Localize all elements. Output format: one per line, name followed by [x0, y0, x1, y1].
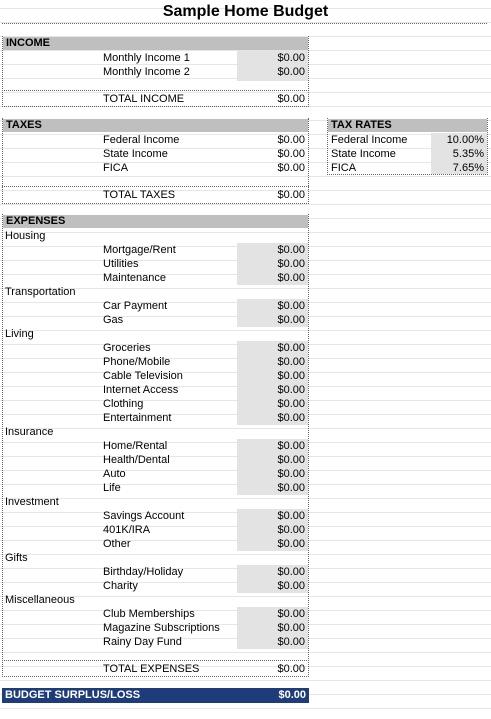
expense-value[interactable]: $0.00 — [277, 412, 305, 424]
expense-value[interactable]: $0.00 — [277, 244, 305, 256]
expense-value[interactable]: $0.00 — [277, 510, 305, 522]
group-gifts: Gifts — [5, 552, 28, 564]
income-total-label: TOTAL INCOME — [103, 93, 185, 105]
expense-value[interactable]: $0.00 — [277, 566, 305, 578]
expense-label: Savings Account — [103, 510, 185, 522]
expense-value[interactable]: $0.00 — [277, 314, 305, 326]
expense-value[interactable]: $0.00 — [277, 342, 305, 354]
expense-label: Clothing — [103, 398, 144, 410]
group-housing: Housing — [5, 230, 46, 242]
tax-value-1: $0.00 — [277, 134, 305, 146]
tax-rate-label-1: Federal Income — [331, 134, 408, 146]
expense-label: Internet Access — [103, 384, 179, 396]
expense-label: Entertainment — [103, 412, 172, 424]
title-divider — [2, 23, 487, 24]
expense-value[interactable]: $0.00 — [277, 580, 305, 592]
expense-value[interactable]: $0.00 — [277, 370, 305, 382]
expense-value[interactable]: $0.00 — [277, 300, 305, 312]
budget-summary-label: BUDGET SURPLUS/LOSS — [5, 689, 141, 701]
expense-label: Maintenance — [103, 272, 166, 284]
gridline — [0, 204, 491, 205]
gridline — [0, 680, 491, 681]
expense-label: Home/Rental — [103, 440, 168, 452]
tax-rate-value-2[interactable]: 5.35% — [452, 148, 484, 160]
tax-value-3: $0.00 — [277, 162, 305, 174]
expense-label: Cable Television — [103, 370, 183, 382]
expense-label: Car Payment — [103, 300, 168, 312]
expense-label: Phone/Mobile — [103, 356, 171, 368]
budget-summary-bar — [2, 688, 309, 703]
tax-label-3: FICA — [103, 162, 129, 174]
expense-label: Health/Dental — [103, 454, 170, 466]
expense-value[interactable]: $0.00 — [277, 538, 305, 550]
expense-label: Utilities — [103, 258, 139, 270]
expense-value[interactable]: $0.00 — [277, 398, 305, 410]
budget-summary-value: $0.00 — [278, 689, 306, 701]
expense-label: Mortgage/Rent — [103, 244, 176, 256]
gridline — [0, 708, 491, 709]
expenses-header: EXPENSES — [3, 215, 308, 228]
taxes-bottom-line — [2, 203, 309, 204]
expense-value[interactable]: $0.00 — [277, 272, 305, 284]
expense-label: Auto — [103, 468, 126, 480]
income-header: INCOME — [3, 37, 308, 50]
tax-rate-value-1[interactable]: 10.00% — [446, 134, 484, 146]
expense-value[interactable]: $0.00 — [277, 608, 305, 620]
expense-label: Rainy Day Fund — [103, 636, 182, 648]
expense-value[interactable]: $0.00 — [277, 454, 305, 466]
expense-label: Groceries — [103, 342, 151, 354]
expense-label: Charity — [103, 580, 138, 592]
taxes-header: TAXES — [3, 119, 308, 132]
expense-value[interactable]: $0.00 — [277, 356, 305, 368]
expenses-total-value: $0.00 — [277, 663, 305, 675]
expense-label: Other — [103, 538, 131, 550]
tax-rates-bottom-line — [327, 174, 488, 175]
expense-value[interactable]: $0.00 — [277, 636, 305, 648]
tax-rate-label-3: FICA — [331, 162, 357, 174]
income-label-1: Monthly Income 1 — [103, 52, 190, 64]
expense-value[interactable]: $0.00 — [277, 258, 305, 270]
income-bottom-line — [2, 106, 309, 107]
expense-value[interactable]: $0.00 — [277, 468, 305, 480]
expenses-total-label: TOTAL EXPENSES — [103, 663, 200, 675]
income-total-value: $0.00 — [277, 93, 305, 105]
expense-label: Magazine Subscriptions — [103, 622, 220, 634]
taxes-total-label: TOTAL TAXES — [103, 189, 176, 201]
tax-value-2: $0.00 — [277, 148, 305, 160]
group-miscellaneous: Miscellaneous — [5, 594, 75, 606]
group-living: Living — [5, 328, 34, 340]
expense-value[interactable]: $0.00 — [277, 440, 305, 452]
income-value-2[interactable]: $0.00 — [277, 66, 305, 78]
group-insurance: Insurance — [5, 426, 54, 438]
page-title: Sample Home Budget — [162, 3, 329, 20]
tax-rate-label-2: State Income — [331, 148, 396, 160]
expense-value[interactable]: $0.00 — [277, 482, 305, 494]
tax-rate-value-3[interactable]: 7.65% — [452, 162, 484, 174]
tax-rates-header: TAX RATES — [328, 119, 487, 132]
expense-label: 401K/IRA — [103, 524, 151, 536]
taxes-total-divider — [2, 186, 309, 187]
income-value-1[interactable]: $0.00 — [277, 52, 305, 64]
expense-value[interactable]: $0.00 — [277, 384, 305, 396]
taxes-total-value: $0.00 — [277, 189, 305, 201]
expense-value[interactable]: $0.00 — [277, 524, 305, 536]
income-total-divider — [2, 90, 309, 91]
income-label-2: Monthly Income 2 — [103, 66, 190, 78]
expense-label: Gas — [103, 314, 124, 326]
tax-label-2: State Income — [103, 148, 168, 160]
expense-value[interactable]: $0.00 — [277, 622, 305, 634]
expense-label: Birthday/Holiday — [103, 566, 184, 578]
expense-label: Club Memberships — [103, 608, 195, 620]
group-transportation: Transportation — [5, 286, 76, 298]
expenses-bottom-line — [2, 676, 309, 677]
group-investment: Investment — [5, 496, 59, 508]
expense-label: Life — [103, 482, 121, 494]
tax-label-1: Federal Income — [103, 134, 180, 146]
expenses-total-divider — [2, 660, 309, 661]
